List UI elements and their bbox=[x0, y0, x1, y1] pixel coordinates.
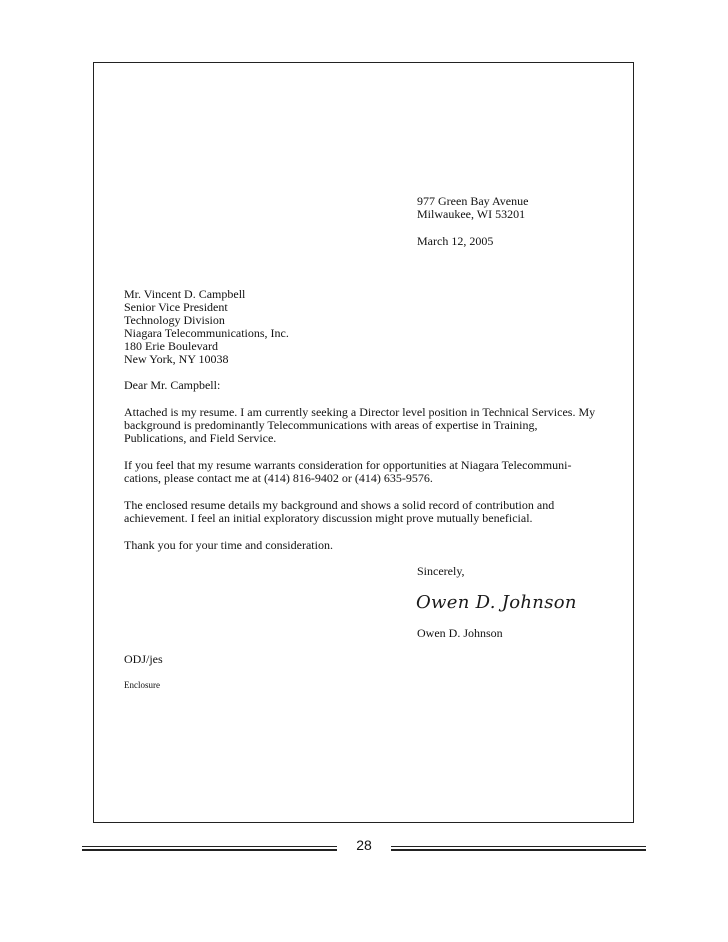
signer-name: Owen D. Johnson bbox=[417, 626, 503, 640]
recipient-city: New York, NY 10038 bbox=[124, 352, 229, 366]
paragraph-3-line-1: The enclosed resume details my background and shows a solid record of contribution and bbox=[124, 498, 555, 512]
enclosure-notation: Enclosure bbox=[124, 680, 160, 690]
paragraph-1-line-1: Attached is my resume. I am currently seeking a Director level position in Technical Services. My bbox=[124, 405, 596, 419]
sender-address-line-1: 977 Green Bay Avenue bbox=[417, 194, 529, 208]
paragraph-2-line-1: If you feel that my resume warrants consideration for opportunities at Niagara Telecommuni- bbox=[124, 458, 572, 472]
paragraph-1-line-2: background is predominantly Telecommunications with areas of expertise in Training, bbox=[124, 418, 538, 432]
closing: Sincerely, bbox=[417, 564, 465, 578]
recipient-division: Technology Division bbox=[124, 313, 225, 327]
recipient-title: Senior Vice President bbox=[124, 300, 228, 314]
recipient-company: Niagara Telecommunications, Inc. bbox=[124, 326, 289, 340]
footer-rule-right bbox=[391, 846, 646, 851]
paragraph-2-line-2: cations, please contact me at (414) 816-9402 or (414) 635-9576. bbox=[124, 471, 433, 485]
salutation: Dear Mr. Campbell: bbox=[124, 378, 221, 392]
page-number: 28 bbox=[356, 837, 372, 853]
paragraph-4-line-1: Thank you for your time and consideration. bbox=[124, 538, 333, 552]
paragraph-3-line-2: achievement. I feel an initial exploratory discussion might prove mutually beneficial. bbox=[124, 511, 533, 525]
handwritten-signature: Owen D. Johnson bbox=[416, 592, 577, 613]
recipient-name: Mr. Vincent D. Campbell bbox=[124, 287, 246, 301]
sender-address-line-2: Milwaukee, WI 53201 bbox=[417, 207, 526, 221]
paragraph-1-line-3: Publications, and Field Service. bbox=[124, 431, 277, 445]
letter-date: March 12, 2005 bbox=[417, 234, 494, 248]
recipient-street: 180 Erie Boulevard bbox=[124, 339, 218, 353]
footer-rule-left bbox=[82, 846, 337, 851]
reference-initials: ODJ/jes bbox=[124, 652, 163, 666]
